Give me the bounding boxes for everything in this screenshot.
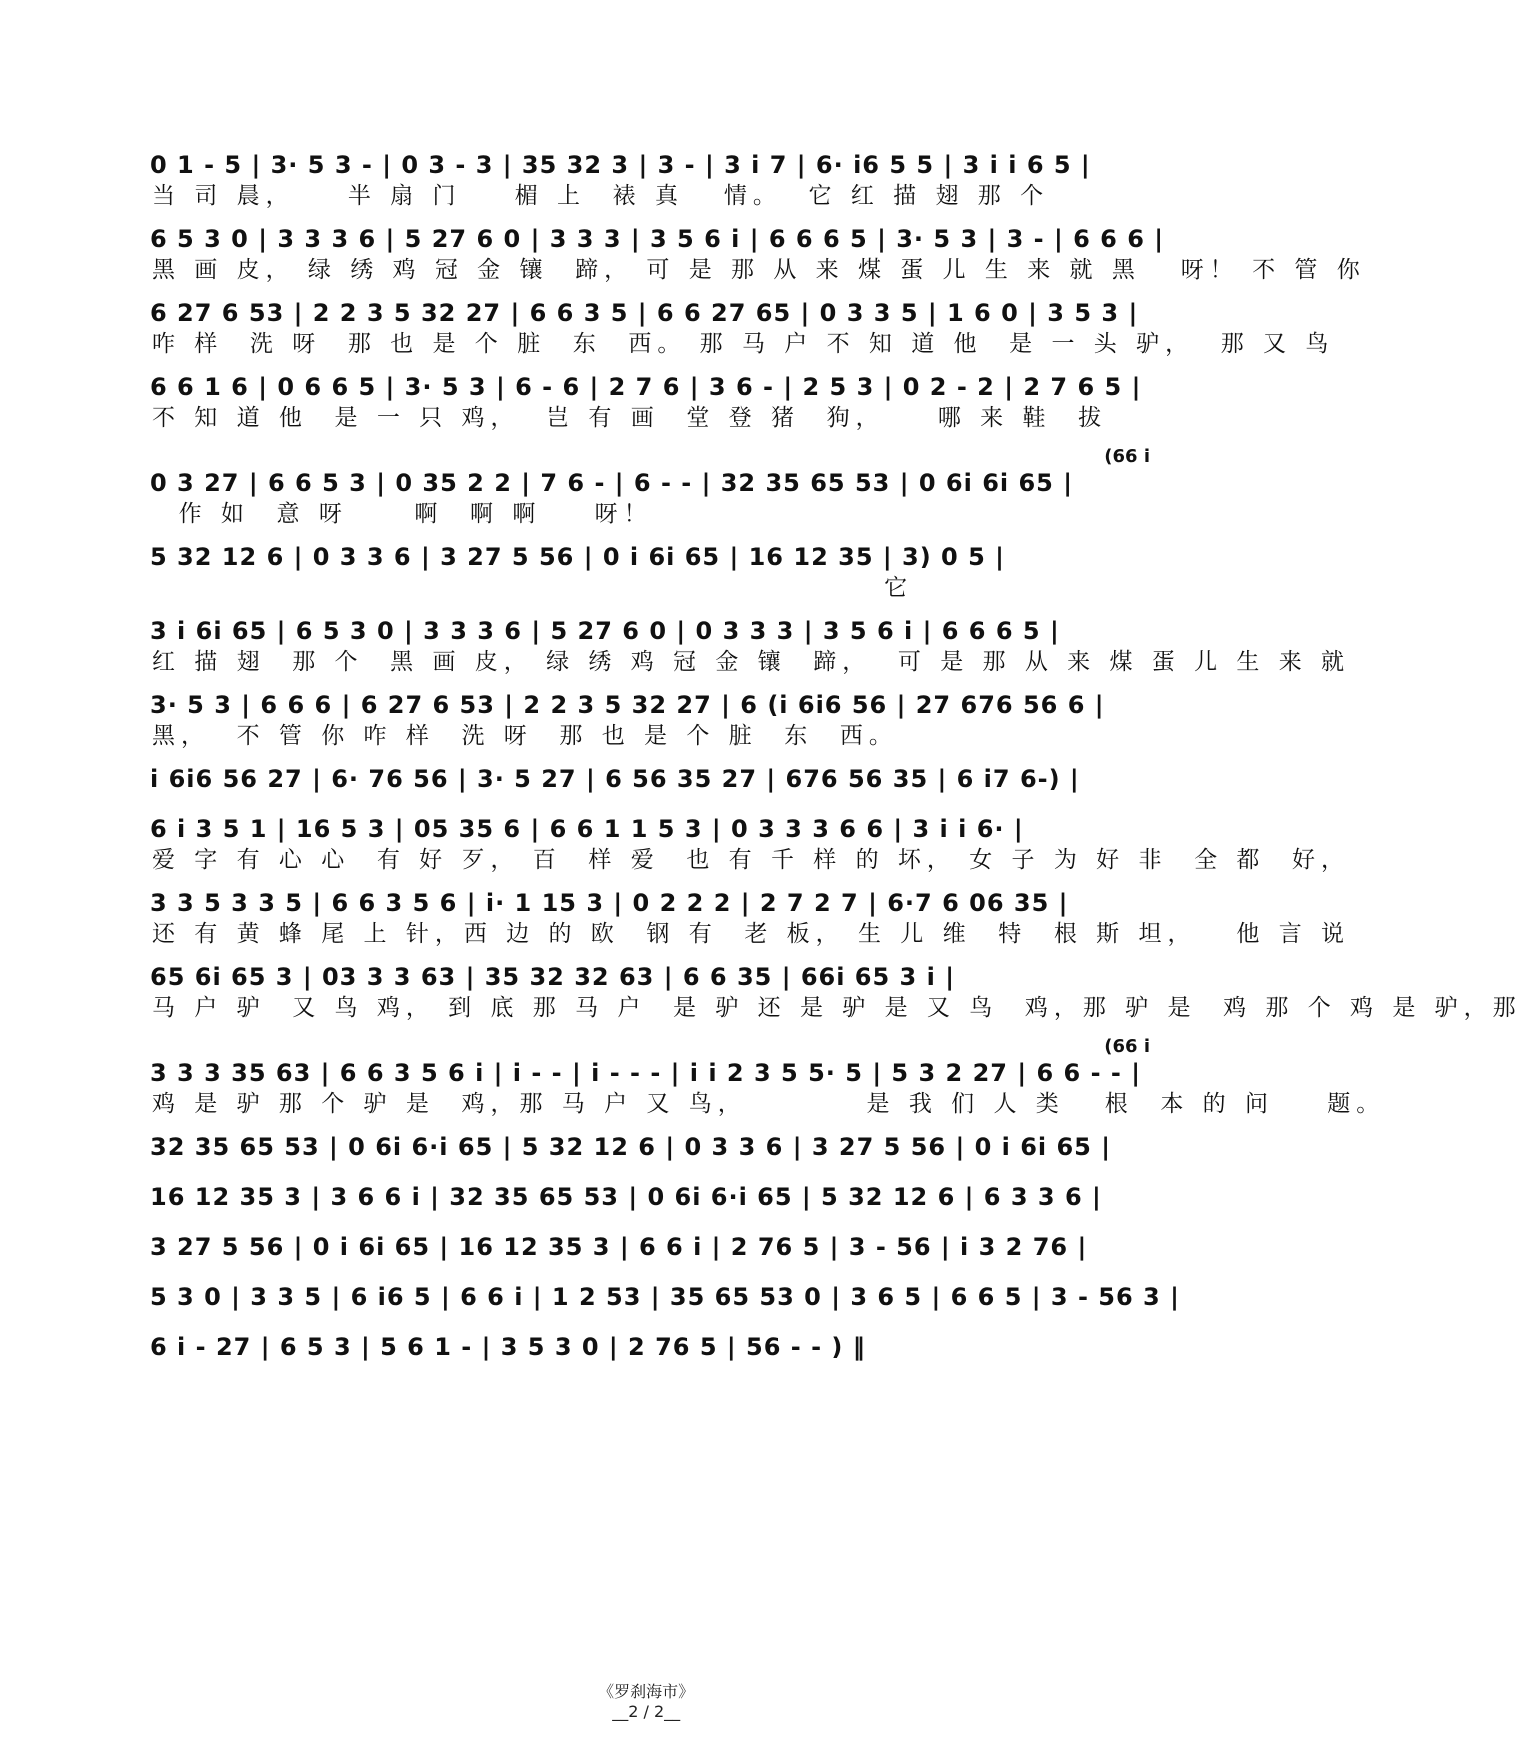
- footer-page-number: __2 / 2__: [612, 1702, 681, 1721]
- score-system: [150, 446, 1150, 542]
- score-system: [150, 690, 1150, 764]
- lyrics-line: [150, 1312, 1150, 1320]
- score-system: [150, 814, 1351, 888]
- notation-line: i 6i6 56 27 | 6· 76 56 | 3· 5 27 | 6 56 35 27 | 676 56 35 | 6 i7 6-) |: [150, 765, 1080, 793]
- score-system: [150, 224, 1366, 298]
- notation-line: 3 i 6i 65 | 6 5 3 0 | 3 3 3 6 | 5 27 6 0 | 0 3 3 3 | 3 5 6 i | 6 6 6 5 |: [150, 617, 1060, 645]
- notation-line: 6 i - 27 | 6 5 3 | 5 6 1 - | 3 5 3 0 | 2 76 5 | 56 - - ) ‖: [150, 1333, 866, 1361]
- lyrics-line: 爱 字 有 心 心 有 好 歹， 百 样 爱 也 有 千 样 的 坏， 女 子 为 好 非 全 都 好，: [152, 847, 1351, 873]
- lyrics-line: 不 知 道 他 是 一 只 鸡， 岂 有 画 堂 登 猪 狗， 哪 来 鞋 拔: [152, 405, 1108, 431]
- score-system: [150, 1036, 1386, 1132]
- lyrics-line: 马 户 驴 又 鸟 鸡， 到 底 那 马 户 是 驴 还 是 驴 是 又 鸟 鸡，那 驴 是 鸡 那 个 鸡 是 驴，那: [152, 995, 1522, 1021]
- score-system: [150, 616, 1351, 690]
- system-prefix-marking: (66 i: [1104, 446, 1150, 467]
- notation-line: 0 1 - 5 | 3· 5 3 - | 0 3 - 3 | 35 32 3 | 3 - | 3 i 7 | 6· i6 5 5 | 3 i i 6 5 |: [150, 151, 1091, 179]
- score-system: [150, 372, 1150, 446]
- score-system: [150, 150, 1150, 224]
- notation-line: 5 3 0 | 3 3 5 | 6 i6 5 | 6 6 i | 1 2 53 | 35 65 53 0 | 3 6 5 | 6 6 5 | 3 - 56 3 |: [150, 1283, 1180, 1311]
- notation-line: 3 3 5 3 3 5 | 6 6 3 5 6 | i· 1 15 3 | 0 2 2 2 | 2 7 2 7 | 6·7 6 06 35 |: [150, 889, 1069, 917]
- score-system: [150, 298, 1335, 372]
- lyrics-line: 它: [152, 575, 914, 601]
- notation-line: 3· 5 3 | 6 6 6 | 6 27 6 53 | 2 2 3 5 32 27 | 6 (i 6i6 56 | 27 676 56 6 |: [150, 691, 1105, 719]
- lyrics-line: [150, 1212, 1150, 1220]
- lyrics-line: 红 描 翅 那 个 黑 画 皮， 绿 绣 鸡 冠 金 镶 蹄， 可 是 那 从 来 煤 蛋 儿 生 来 就: [152, 649, 1351, 675]
- score-system: [150, 888, 1351, 962]
- notation-line: 6 5 3 0 | 3 3 3 6 | 5 27 6 0 | 3 3 3 | 3 5 6 i | 6 6 6 5 | 3· 5 3 | 3 - | 6 6 6 |: [150, 225, 1165, 253]
- lyrics-line: 黑， 不 管 你 咋 样 洗 呀 那 也 是 个 脏 东 西。: [152, 723, 898, 749]
- notation-line: 6 6 1 6 | 0 6 6 5 | 3· 5 3 | 6 - 6 | 2 7 6 | 3 6 - | 2 5 3 | 0 2 - 2 | 2 7 6 5 |: [150, 373, 1142, 401]
- lyrics-line: 黑 画 皮， 绿 绣 鸡 冠 金 镶 蹄， 可 是 那 从 来 煤 蛋 儿 生 来 就 黑 呀！ 不 管 你: [152, 257, 1366, 283]
- notation-line: 6 i 3 5 1 | 16 5 3 | 05 35 6 | 6 6 1 1 5 3 | 0 3 3 3 6 6 | 3 i i 6· |: [150, 815, 1024, 843]
- score-system: [150, 542, 1150, 616]
- page-footer: [0, 1660, 1272, 1740]
- score-system: [150, 1282, 1180, 1332]
- notation-line: 6 27 6 53 | 2 2 3 5 32 27 | 6 6 3 5 | 6 6 27 65 | 0 3 3 5 | 1 6 0 | 3 5 3 |: [150, 299, 1139, 327]
- lyrics-line: 鸡 是 驴 那 个 驴 是 鸡，那 马 户 又 鸟， 是 我 们 人 类 根 本 的 问 题。: [152, 1091, 1386, 1117]
- notation-line: 32 35 65 53 | 0 6i 6·i 65 | 5 32 12 6 | 0 3 3 6 | 3 27 5 56 | 0 i 6i 65 |: [150, 1133, 1111, 1161]
- notation-line: 16 12 35 3 | 3 6 6 i | 32 35 65 53 | 0 6i 6·i 65 | 5 32 12 6 | 6 3 3 6 |: [150, 1183, 1102, 1211]
- score-system: [150, 1232, 1150, 1282]
- notation-line: 0 3 27 | 6 6 5 3 | 0 35 2 2 | 7 6 - | 6 - - | 32 35 65 53 | 0 6i 6i 65 |: [150, 469, 1073, 497]
- score-system: [150, 1332, 1150, 1382]
- system-prefix-marking: (66 i: [1104, 1036, 1150, 1057]
- score-system: [150, 764, 1150, 814]
- lyrics-line: [150, 1262, 1150, 1270]
- score-system: [150, 1182, 1150, 1232]
- notation-line: 3 3 3 35 63 | 6 6 3 5 6 i | i - - | i - - - | i i 2 3 5 5· 5 | 5 3 2 27 | 6 6 - - |: [150, 1059, 1141, 1087]
- footer-title: 《罗刹海市》: [598, 1682, 695, 1701]
- lyrics-line: 咋 样 洗 呀 那 也 是 个 脏 东 西。 那 马 户 不 知 道 他 是 一 头 驴， 那 又 鸟: [152, 331, 1335, 357]
- notation-line: 5 32 12 6 | 0 3 3 6 | 3 27 5 56 | 0 i 6i 65 | 16 12 35 | 3) 0 5 |: [150, 543, 1005, 571]
- score-system: [150, 962, 1522, 1036]
- lyrics-line: [150, 1362, 1150, 1370]
- lyrics-line: [150, 1162, 1150, 1170]
- lyrics-line: [150, 794, 1150, 802]
- lyrics-line: 当 司 晨， 半 扇 门 楣 上 裱 真 情。 它 红 描 翅 那 个: [152, 183, 1050, 209]
- jianpu-score: [150, 150, 1522, 1382]
- notation-line: 3 27 5 56 | 0 i 6i 65 | 16 12 35 3 | 6 6 i | 2 76 5 | 3 - 56 | i 3 2 76 |: [150, 1233, 1088, 1261]
- lyrics-line: 作 如 意 呀 啊 啊 啊 呀！: [152, 501, 653, 527]
- notation-line: 65 6i 65 3 | 03 3 3 63 | 35 32 32 63 | 6 6 35 | 66i 65 3 i |: [150, 963, 955, 991]
- score-system: [150, 1132, 1150, 1182]
- lyrics-line: 还 有 黄 蜂 尾 上 针，西 边 的 欧 钢 有 老 板， 生 儿 维 特 根 斯 坦， 他 言 说: [152, 921, 1351, 947]
